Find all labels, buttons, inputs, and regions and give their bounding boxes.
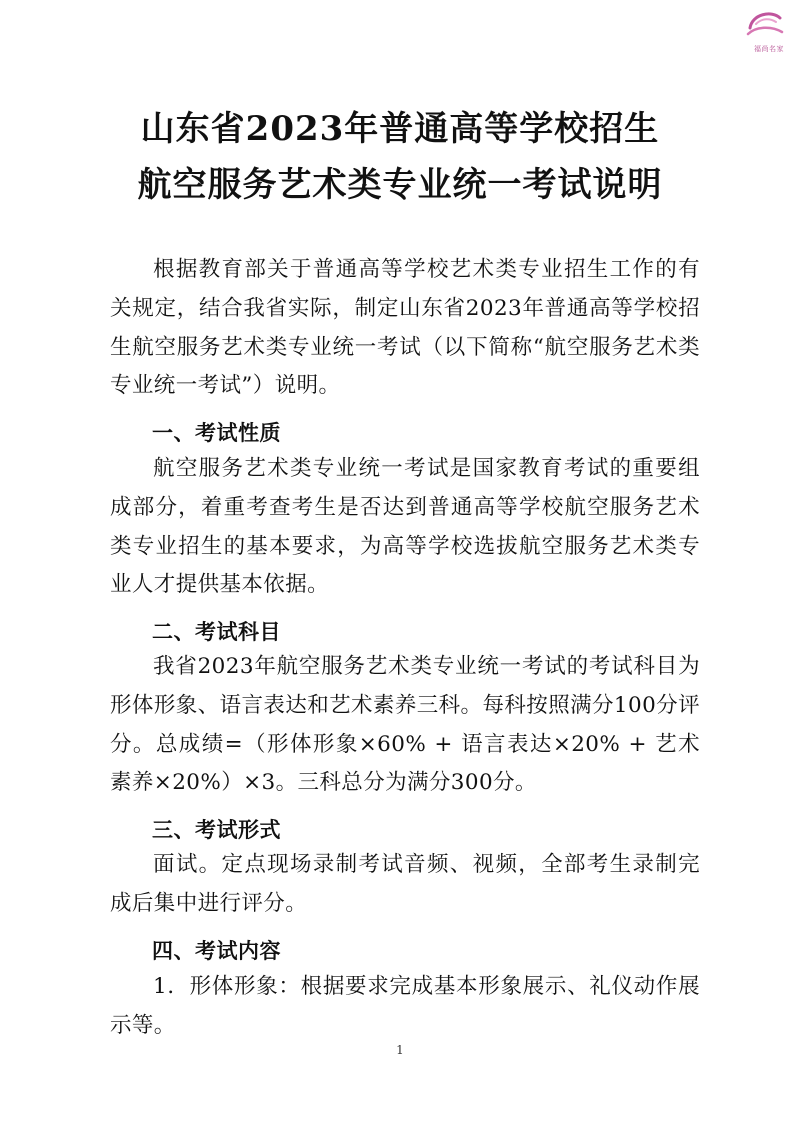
section-body-subjects: 我省2023年航空服务艺术类专业统一考试的考试科目为形体形象、语言表达和艺术素养三科。每科按照满分100分评分。总成绩=（形体形象×60% + 语言表达×20% + 艺术素养×20%）×3。三科总分为满分300分。: [110, 654, 700, 796]
document-title-line2: 航空服务艺术类专业统一考试说明: [137, 165, 663, 205]
section-heading-content: 四、考试内容: [152, 938, 281, 963]
section-heading-format: 三、考试形式: [152, 817, 281, 842]
page-number: 1: [396, 1043, 404, 1057]
section-body-content: 1．形体形象：根据要求完成基本形象展示、礼仪动作展示等。: [110, 974, 700, 1038]
section-heading-subjects: 二、考试科目: [152, 619, 281, 644]
section-body-format: 面试。定点现场录制考试音频、视频，全部考生录制完成后集中进行评分。: [110, 852, 700, 916]
section-body-nature: 航空服务艺术类专业统一考试是国家教育考试的重要组成部分，着重考查考生是否达到普通高等学校航空服务艺术类专业招生的基本要求，为高等学校选拔航空服务艺术类专业人才提供基本依据。: [110, 456, 700, 598]
section-heading-nature: 一、考试性质: [152, 420, 281, 445]
watermark-logo-icon: [742, 4, 786, 44]
intro-paragraph: 根据教育部关于普通高等学校艺术类专业招生工作的有关规定，结合我省实际，制定山东省2023年普通高等学校招生航空服务艺术类专业统一考试（以下简称“航空服务艺术类专业统一考试”）说明。: [110, 257, 700, 399]
document-title-line1: 山东省2023年普通高等学校招生: [140, 109, 660, 149]
watermark-caption: 福尚名家: [754, 45, 784, 53]
